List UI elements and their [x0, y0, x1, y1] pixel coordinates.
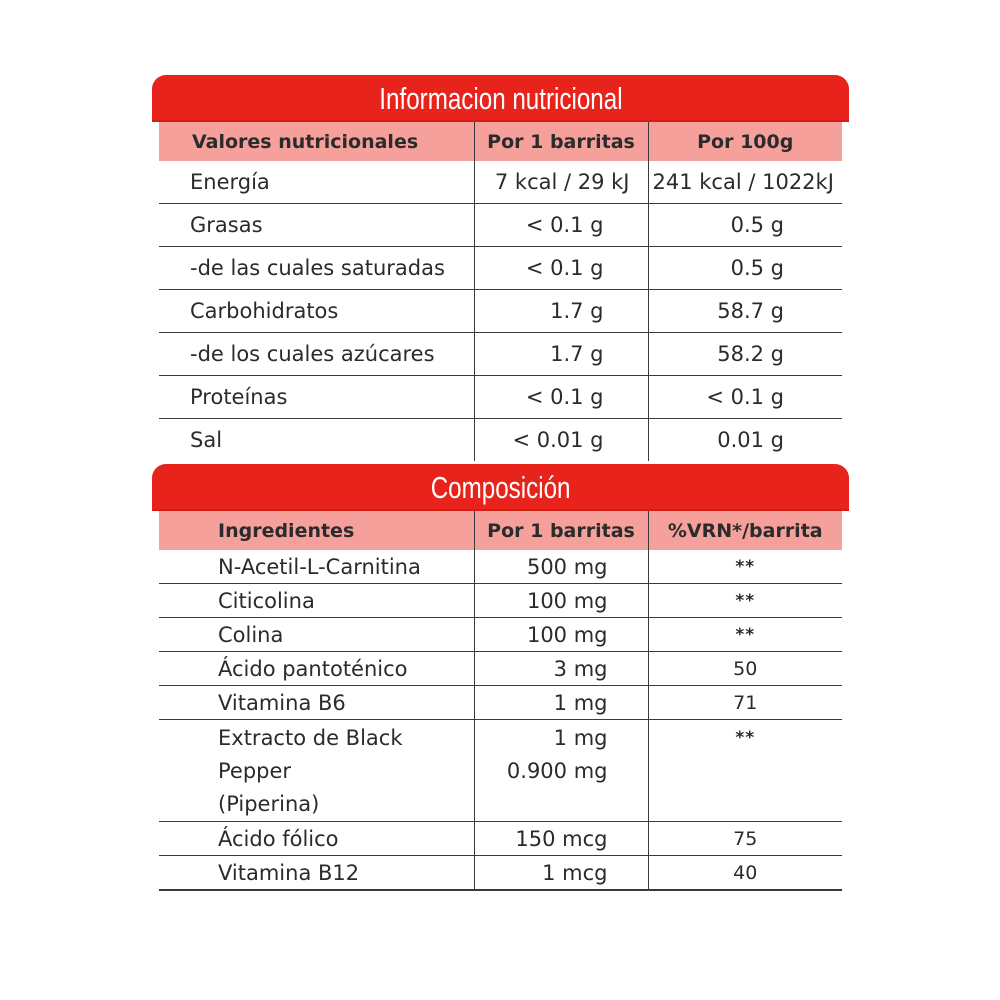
row-label: Sal: [190, 428, 223, 452]
ingredient-name: Ácido fólico: [159, 822, 474, 856]
ingredient-name: Ácido pantoténico: [159, 652, 474, 686]
per-100g-value: 58.2 g: [648, 333, 842, 376]
per-bar-value: 1.7 g: [474, 290, 648, 333]
nutrition-title: Informacion nutricional: [378, 81, 623, 116]
ingredient-name: N-Acetil-L-Carnitina: [159, 550, 474, 584]
per-100g-value: 0.5 g: [648, 247, 842, 290]
per-bar-value: 7 kcal / 29 kJ: [474, 161, 648, 204]
vrn-value: **: [648, 584, 842, 618]
table-row: [159, 419, 842, 462]
per-bar-value-line: 1 mg: [553, 726, 608, 750]
per-bar-value: 1 mg: [474, 686, 648, 720]
table-row: [159, 204, 842, 247]
per-bar-value: 1.7 g: [474, 333, 648, 376]
header-vrn: %VRN*/barrita: [648, 511, 842, 550]
vrn-value: **: [648, 618, 842, 652]
vrn-value: 71: [648, 686, 842, 720]
table-row: [159, 720, 842, 822]
per-bar-value: 500 mg: [474, 550, 648, 584]
nutrition-table: [159, 122, 842, 461]
ingredient-name: Vitamina B12: [159, 856, 474, 891]
per-bar-value: < 0.1 g: [474, 247, 648, 290]
per-100g-value: 0.01 g: [648, 419, 842, 462]
table-row: [159, 333, 842, 376]
composition-header-row: [159, 511, 842, 550]
table-row: [159, 376, 842, 419]
header-per-bar: Por 1 barritas: [474, 511, 648, 550]
table-row: [159, 550, 842, 584]
table-row: [159, 686, 842, 720]
composition-title: Composición: [430, 470, 571, 505]
per-100g-value: 241 kcal / 1022kJ: [648, 161, 842, 204]
row-label: Grasas: [159, 204, 474, 247]
ingredient-name: Colina: [159, 618, 474, 652]
table-row: [159, 161, 842, 204]
per-bar-value: < 0.1 g: [474, 376, 648, 419]
per-bar-value: 150 mcg: [474, 822, 648, 856]
per-100g-value: 58.7 g: [648, 290, 842, 333]
nutrition-title-banner: [152, 75, 849, 122]
per-100g-value: < 0.1 g: [648, 376, 842, 419]
per-bar-value: < 0.01 g: [474, 419, 648, 462]
header-per-100g: Por 100g: [648, 122, 842, 161]
table-row: [159, 584, 842, 618]
ingredient-name: [159, 720, 474, 822]
per-bar-value: 100 mg: [474, 584, 648, 618]
vrn-value: 75: [648, 822, 842, 856]
header-per-bar: Por 1 barritas: [474, 122, 648, 161]
vrn-value: 40: [648, 856, 842, 891]
ingredient-name: Vitamina B6: [159, 686, 474, 720]
ingredient-name-line: Extracto de Black: [218, 726, 403, 750]
vrn-value: **: [648, 720, 842, 822]
table-row: [159, 652, 842, 686]
table-row: [159, 856, 842, 891]
per-bar-value: 100 mg: [474, 618, 648, 652]
table-row: [159, 290, 842, 333]
per-bar-value: 1 mcg: [474, 856, 648, 891]
table-row: [159, 822, 842, 856]
vrn-value: 50: [648, 652, 842, 686]
row-label: -de los cuales azúcares: [159, 333, 474, 376]
per-bar-value: < 0.1 g: [474, 204, 648, 247]
vrn-value: **: [648, 550, 842, 584]
ingredient-name-line: (Piperina): [218, 792, 320, 816]
row-label: Carbohidratos: [159, 290, 474, 333]
ingredient-name: Citicolina: [159, 584, 474, 618]
table-row: [159, 618, 842, 652]
nutrition-header-row: [159, 122, 842, 161]
per-100g-value: 0.5 g: [648, 204, 842, 247]
per-bar-value: [474, 720, 648, 822]
ingredient-name-line: Pepper: [218, 759, 292, 783]
composition-title-banner: [152, 464, 849, 511]
header-ingredients: Ingredientes: [159, 511, 474, 550]
table-row: [159, 247, 842, 290]
row-label: -de las cuales saturadas: [159, 247, 474, 290]
header-nutrients: Valores nutricionales: [159, 122, 474, 161]
per-bar-value: 3 mg: [474, 652, 648, 686]
row-label: Energía: [159, 161, 474, 204]
per-bar-value-line: 0.900 mg: [506, 759, 608, 783]
row-label: Proteínas: [159, 376, 474, 419]
composition-table: [159, 511, 842, 891]
